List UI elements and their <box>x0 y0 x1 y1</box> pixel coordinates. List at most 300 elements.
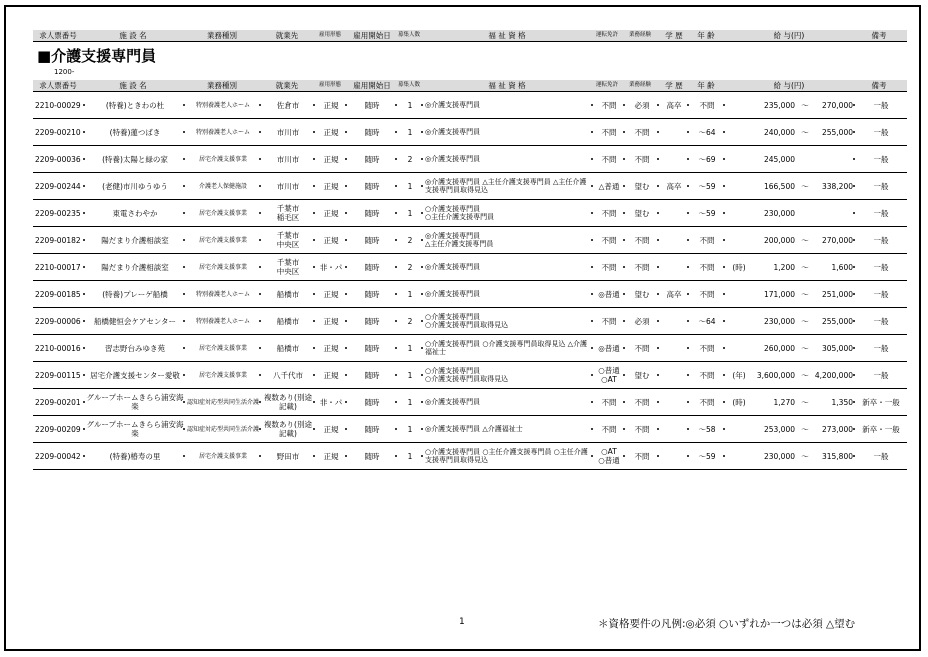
salary-separator-cell <box>797 254 813 280</box>
age-cell <box>689 335 725 361</box>
openings-cell-text: 2 <box>407 262 413 272</box>
salary-min-cell-text: 1,200 <box>773 262 795 272</box>
col-employment-type: 雇用形態 <box>318 82 341 88</box>
remarks-cell <box>855 362 907 388</box>
facility-cell <box>85 146 185 172</box>
license-cell-text: 不問 <box>601 424 617 434</box>
column-separator-dot <box>421 266 423 268</box>
openings-cell-text: 1 <box>407 343 413 353</box>
column-separator-dot <box>83 428 85 430</box>
job-no-cell-text: 2209-00115 <box>35 370 81 380</box>
column-separator-dot <box>623 401 625 403</box>
column-separator-dot <box>657 347 659 349</box>
education-cell-text: 高卒 <box>666 181 682 191</box>
column-separator-dot <box>591 104 593 106</box>
education-cell <box>659 173 689 199</box>
salary-min-cell <box>753 281 797 307</box>
job-no-cell-text: 2210-00017 <box>35 262 81 272</box>
start-date-cell <box>347 119 397 145</box>
workplace-cell-text: 市川市 <box>276 181 300 191</box>
start-date-cell-text: 随時 <box>364 289 380 299</box>
education-cell <box>659 200 689 226</box>
column-separator-dot <box>183 266 185 268</box>
column-separator-dot <box>623 104 625 106</box>
salary-prefix-cell <box>725 254 753 280</box>
experience-cell <box>625 254 659 280</box>
salary-separator-cell <box>797 308 813 334</box>
age-cell-text: 不問 <box>699 289 715 299</box>
column-separator-dot <box>687 212 689 214</box>
openings-cell <box>397 200 423 226</box>
employment-type-cell-text: 正規 <box>323 208 339 218</box>
table-row <box>33 173 907 200</box>
employment-type-cell <box>315 173 347 199</box>
start-date-cell <box>347 308 397 334</box>
business-type-cell <box>185 200 261 226</box>
start-date-cell-text: 随時 <box>364 127 380 137</box>
age-cell <box>689 308 725 334</box>
job-no-cell-text: 2209-00036 <box>35 154 81 164</box>
salary-max-cell-text: 273,000 <box>821 424 853 434</box>
employment-type-cell <box>315 254 347 280</box>
qualification-cell <box>423 362 593 388</box>
employment-type-cell-text: 正規 <box>323 343 339 353</box>
col-job-no: 求人票番号 <box>39 31 77 40</box>
salary-min-cell-text: 171,000 <box>763 289 795 299</box>
openings-cell <box>397 119 423 145</box>
column-separator-dot <box>395 266 397 268</box>
column-separator-dot <box>853 401 855 403</box>
job-no-cell <box>33 335 85 361</box>
column-separator-dot <box>345 185 347 187</box>
workplace-cell <box>261 92 315 118</box>
column-separator-dot <box>83 320 85 322</box>
facility-cell <box>85 173 185 199</box>
column-separator-dot <box>687 239 689 241</box>
experience-cell-text: 不問 <box>634 424 650 434</box>
column-separator-dot <box>591 374 593 376</box>
license-cell-text: 不問 <box>601 127 617 137</box>
salary-max-cell-text: 305,000 <box>821 343 853 353</box>
table-row <box>33 200 907 227</box>
column-separator-dot <box>259 428 261 430</box>
column-separator-dot <box>723 428 725 430</box>
column-separator-dot <box>259 347 261 349</box>
age-cell <box>689 362 725 388</box>
salary-separator-cell <box>797 443 813 469</box>
education-cell-text: 高卒 <box>666 289 682 299</box>
column-separator-dot <box>853 239 855 241</box>
column-separator-dot <box>345 212 347 214</box>
license-cell-text: 不問 <box>601 397 617 407</box>
salary-min-cell <box>753 173 797 199</box>
col-experience: 業務経験 <box>628 82 651 88</box>
column-separator-dot <box>623 212 625 214</box>
start-date-cell <box>347 281 397 307</box>
column-separator-dot <box>259 374 261 376</box>
table-row <box>33 335 907 362</box>
column-separator-dot <box>83 131 85 133</box>
age-cell <box>689 254 725 280</box>
openings-cell-text: 2 <box>407 154 413 164</box>
workplace-cell-text: 千葉市 中央区 <box>276 231 300 249</box>
employment-type-cell <box>315 119 347 145</box>
workplace-cell <box>261 281 315 307</box>
experience-cell-text: 望む <box>634 289 650 299</box>
column-separator-dot <box>259 158 261 160</box>
openings-cell-text: 1 <box>407 424 413 434</box>
column-separator-dot <box>313 347 315 349</box>
start-date-cell-text: 随時 <box>364 397 380 407</box>
start-date-cell <box>347 416 397 442</box>
job-no-cell-text: 2209-00042 <box>35 451 81 461</box>
salary-separator-cell <box>797 119 813 145</box>
column-separator-dot <box>591 347 593 349</box>
column-separator-dot <box>623 293 625 295</box>
workplace-cell <box>261 146 315 172</box>
column-separator-dot <box>395 347 397 349</box>
salary-prefix-cell <box>725 335 753 361</box>
salary-max-cell-text: 270,000 <box>821 100 853 110</box>
column-separator-dot <box>83 266 85 268</box>
table-row <box>33 362 907 389</box>
table-row <box>33 308 907 335</box>
license-cell <box>593 443 625 469</box>
job-no-cell <box>33 200 85 226</box>
col-qualification: 福 祉 資 格 <box>488 81 526 90</box>
column-separator-dot <box>421 347 423 349</box>
qualification-cell-text: ◎介護支援専門員 △介護福祉士 <box>425 425 523 433</box>
experience-cell <box>625 335 659 361</box>
age-cell <box>689 146 725 172</box>
workplace-cell <box>261 443 315 469</box>
experience-cell-text: 不問 <box>634 397 650 407</box>
column-separator-dot <box>83 374 85 376</box>
col-start-date: 雇用開始日 <box>353 31 391 40</box>
qualification-cell-text: ◎介護支援専門員 <box>425 398 481 406</box>
job-no-cell <box>33 443 85 469</box>
education-cell <box>659 254 689 280</box>
column-separator-dot <box>313 104 315 106</box>
salary-min-cell <box>753 119 797 145</box>
salary-prefix-cell <box>725 308 753 334</box>
table-row <box>33 92 907 119</box>
workplace-cell-text: 八千代市 <box>273 370 303 380</box>
salary-max-cell <box>813 308 855 334</box>
column-separator-dot <box>183 212 185 214</box>
employment-type-cell-text: 非・パ <box>319 397 343 407</box>
business-type-cell <box>185 173 261 199</box>
column-separator-dot <box>723 212 725 214</box>
column-separator-dot <box>723 239 725 241</box>
remarks-cell <box>855 443 907 469</box>
column-separator-dot <box>853 158 855 160</box>
qualification-cell-text: ◎介護支援専門員 <box>425 155 481 163</box>
business-type-cell <box>185 443 261 469</box>
business-type-cell <box>185 389 261 415</box>
employment-type-cell-text: 正規 <box>323 451 339 461</box>
experience-cell <box>625 362 659 388</box>
column-separator-dot <box>313 266 315 268</box>
salary-max-cell-text: 1,600 <box>831 262 853 272</box>
salary-min-cell-text: 245,000 <box>763 154 795 164</box>
column-separator-dot <box>313 158 315 160</box>
job-no-cell <box>33 281 85 307</box>
openings-cell <box>397 443 423 469</box>
column-separator-dot <box>853 185 855 187</box>
column-separator-dot <box>345 104 347 106</box>
age-cell <box>689 173 725 199</box>
workplace-cell-text: 千葉市 稲毛区 <box>276 204 300 222</box>
col-openings: 募集人数 <box>397 32 420 38</box>
license-cell-text: 不問 <box>601 154 617 164</box>
openings-cell-text: 1 <box>407 100 413 110</box>
salary-prefix-cell <box>725 389 753 415</box>
age-cell-text: ～59 <box>698 451 716 461</box>
facility-cell <box>85 119 185 145</box>
facility-cell <box>85 200 185 226</box>
salary-min-cell <box>753 308 797 334</box>
employment-type-cell-text: 正規 <box>323 154 339 164</box>
business-type-cell <box>185 146 261 172</box>
openings-cell-text: 1 <box>407 370 413 380</box>
column-header-top <box>33 30 907 42</box>
employment-type-cell-text: 正規 <box>323 370 339 380</box>
column-separator-dot <box>345 158 347 160</box>
salary-max-cell <box>813 146 855 172</box>
salary-max-cell <box>813 281 855 307</box>
license-cell <box>593 227 625 253</box>
column-separator-dot <box>395 401 397 403</box>
facility-cell <box>85 308 185 334</box>
column-separator-dot <box>657 293 659 295</box>
salary-max-cell <box>813 335 855 361</box>
experience-cell <box>625 119 659 145</box>
salary-min-cell-text: 1,270 <box>773 397 795 407</box>
column-separator-dot <box>395 374 397 376</box>
salary-separator-cell-text: ～ <box>801 424 809 434</box>
license-cell <box>593 146 625 172</box>
column-separator-dot <box>853 320 855 322</box>
age-cell-text: 不問 <box>699 397 715 407</box>
salary-max-cell-text: 255,000 <box>821 127 853 137</box>
column-separator-dot <box>623 428 625 430</box>
job-no-cell <box>33 92 85 118</box>
column-separator-dot <box>395 185 397 187</box>
column-separator-dot <box>183 185 185 187</box>
experience-cell <box>625 173 659 199</box>
license-cell <box>593 416 625 442</box>
remarks-cell <box>855 146 907 172</box>
openings-cell-text: 2 <box>407 316 413 326</box>
license-cell <box>593 92 625 118</box>
column-separator-dot <box>183 104 185 106</box>
salary-min-cell <box>753 389 797 415</box>
column-separator-dot <box>395 293 397 295</box>
column-separator-dot <box>183 428 185 430</box>
openings-cell <box>397 362 423 388</box>
business-type-cell-text: 居宅介護支援事業 <box>198 155 247 163</box>
workplace-cell-text: 野田市 <box>276 451 300 461</box>
employment-type-cell-text: 正規 <box>323 100 339 110</box>
salary-min-cell <box>753 92 797 118</box>
employment-type-cell <box>315 227 347 253</box>
salary-separator-cell-text: ～ <box>801 235 809 245</box>
job-no-cell <box>33 389 85 415</box>
business-type-cell-text: 居宅介護支援事業 <box>198 371 247 379</box>
salary-min-cell-text: 260,000 <box>763 343 795 353</box>
experience-cell <box>625 389 659 415</box>
experience-cell-text: 望む <box>634 181 650 191</box>
salary-prefix-cell-text: (時) <box>732 397 746 407</box>
column-separator-dot <box>657 212 659 214</box>
start-date-cell-text: 随時 <box>364 451 380 461</box>
remarks-cell-text: 一般 <box>873 316 889 326</box>
salary-separator-cell <box>797 362 813 388</box>
column-separator-dot <box>853 212 855 214</box>
col-license: 運転免許 <box>595 32 618 38</box>
remarks-cell-text: 新卒・一般 <box>862 397 900 407</box>
salary-separator-cell <box>797 227 813 253</box>
salary-max-cell <box>813 119 855 145</box>
employment-type-cell <box>315 308 347 334</box>
salary-min-cell-text: 240,000 <box>763 127 795 137</box>
column-separator-dot <box>723 185 725 187</box>
salary-max-cell-text: 255,000 <box>821 316 853 326</box>
facility-cell-text: 東電さわやか <box>112 208 158 218</box>
start-date-cell-text: 随時 <box>364 424 380 434</box>
business-type-cell-text: 居宅介護支援事業 <box>198 236 247 244</box>
age-cell <box>689 281 725 307</box>
experience-cell-text: 必須 <box>634 100 650 110</box>
remarks-cell-text: 一般 <box>873 100 889 110</box>
business-type-cell <box>185 119 261 145</box>
salary-max-cell <box>813 362 855 388</box>
column-separator-dot <box>83 104 85 106</box>
column-separator-dot <box>687 293 689 295</box>
column-separator-dot <box>421 212 423 214</box>
job-no-cell-text: 2210-00016 <box>35 343 81 353</box>
column-separator-dot <box>853 293 855 295</box>
education-cell <box>659 281 689 307</box>
column-separator-dot <box>395 455 397 457</box>
remarks-cell-text: 一般 <box>873 262 889 272</box>
license-cell <box>593 281 625 307</box>
salary-separator-cell <box>797 281 813 307</box>
column-separator-dot <box>421 239 423 241</box>
job-no-cell-text: 2210-00029 <box>35 100 81 110</box>
education-cell <box>659 416 689 442</box>
page-number: 1 <box>459 617 465 627</box>
remarks-cell <box>855 335 907 361</box>
remarks-cell <box>855 281 907 307</box>
start-date-cell-text: 随時 <box>364 154 380 164</box>
facility-cell-text: グループホームきらら浦安海楽 <box>86 420 184 438</box>
column-separator-dot <box>83 401 85 403</box>
col-employment-type: 雇用形態 <box>318 32 341 38</box>
salary-min-cell-text: 166,500 <box>763 181 795 191</box>
column-separator-dot <box>723 374 725 376</box>
openings-cell-text: 1 <box>407 451 413 461</box>
col-license: 運転免許 <box>595 82 618 88</box>
salary-separator-cell <box>797 146 813 172</box>
column-separator-dot <box>183 320 185 322</box>
column-separator-dot <box>591 320 593 322</box>
column-separator-dot <box>591 428 593 430</box>
column-separator-dot <box>657 428 659 430</box>
age-cell <box>689 416 725 442</box>
column-separator-dot <box>623 131 625 133</box>
employment-type-cell <box>315 200 347 226</box>
column-separator-dot <box>313 320 315 322</box>
column-separator-dot <box>421 374 423 376</box>
openings-cell <box>397 281 423 307</box>
start-date-cell <box>347 146 397 172</box>
salary-separator-cell-text: ～ <box>801 370 809 380</box>
column-separator-dot <box>345 455 347 457</box>
column-separator-dot <box>687 104 689 106</box>
employment-type-cell-text: 正規 <box>323 235 339 245</box>
facility-cell <box>85 335 185 361</box>
col-salary: 給 与(円) <box>773 81 805 90</box>
salary-min-cell <box>753 200 797 226</box>
job-no-cell-text: 2209-00244 <box>35 181 81 191</box>
column-separator-dot <box>259 455 261 457</box>
salary-prefix-cell <box>725 281 753 307</box>
salary-separator-cell-text: ～ <box>801 100 809 110</box>
facility-cell-text: (特養)蓮つばき <box>109 127 161 137</box>
column-separator-dot <box>687 131 689 133</box>
remarks-cell-text: 一般 <box>873 127 889 137</box>
salary-max-cell-text: 4,200,000 <box>814 370 853 380</box>
salary-min-cell-text: 200,000 <box>763 235 795 245</box>
column-separator-dot <box>657 266 659 268</box>
license-cell-text: 不問 <box>601 235 617 245</box>
job-no-cell-text: 2209-00209 <box>35 424 81 434</box>
column-separator-dot <box>591 293 593 295</box>
employment-type-cell-text: 正規 <box>323 316 339 326</box>
column-separator-dot <box>623 239 625 241</box>
start-date-cell-text: 随時 <box>364 208 380 218</box>
age-cell <box>689 200 725 226</box>
column-separator-dot <box>591 158 593 160</box>
workplace-cell <box>261 335 315 361</box>
column-separator-dot <box>723 266 725 268</box>
salary-separator-cell <box>797 200 813 226</box>
workplace-cell <box>261 308 315 334</box>
qualification-cell-text: ◎介護支援専門員 <box>425 128 481 136</box>
facility-cell-text: (老健)市川ゆうゆう <box>102 181 168 191</box>
openings-cell <box>397 335 423 361</box>
col-business-type: 業務種別 <box>207 81 237 90</box>
salary-min-cell <box>753 335 797 361</box>
license-cell-text: 不問 <box>601 262 617 272</box>
openings-cell <box>397 92 423 118</box>
salary-max-cell-text: 270,000 <box>821 235 853 245</box>
employment-type-cell-text: 正規 <box>323 289 339 299</box>
column-separator-dot <box>83 293 85 295</box>
column-separator-dot <box>723 401 725 403</box>
start-date-cell <box>347 335 397 361</box>
column-separator-dot <box>723 158 725 160</box>
qualification-cell <box>423 281 593 307</box>
age-cell <box>689 227 725 253</box>
salary-min-cell <box>753 146 797 172</box>
job-no-cell <box>33 119 85 145</box>
age-cell-text: 不問 <box>699 100 715 110</box>
column-separator-dot <box>723 104 725 106</box>
column-separator-dot <box>657 320 659 322</box>
